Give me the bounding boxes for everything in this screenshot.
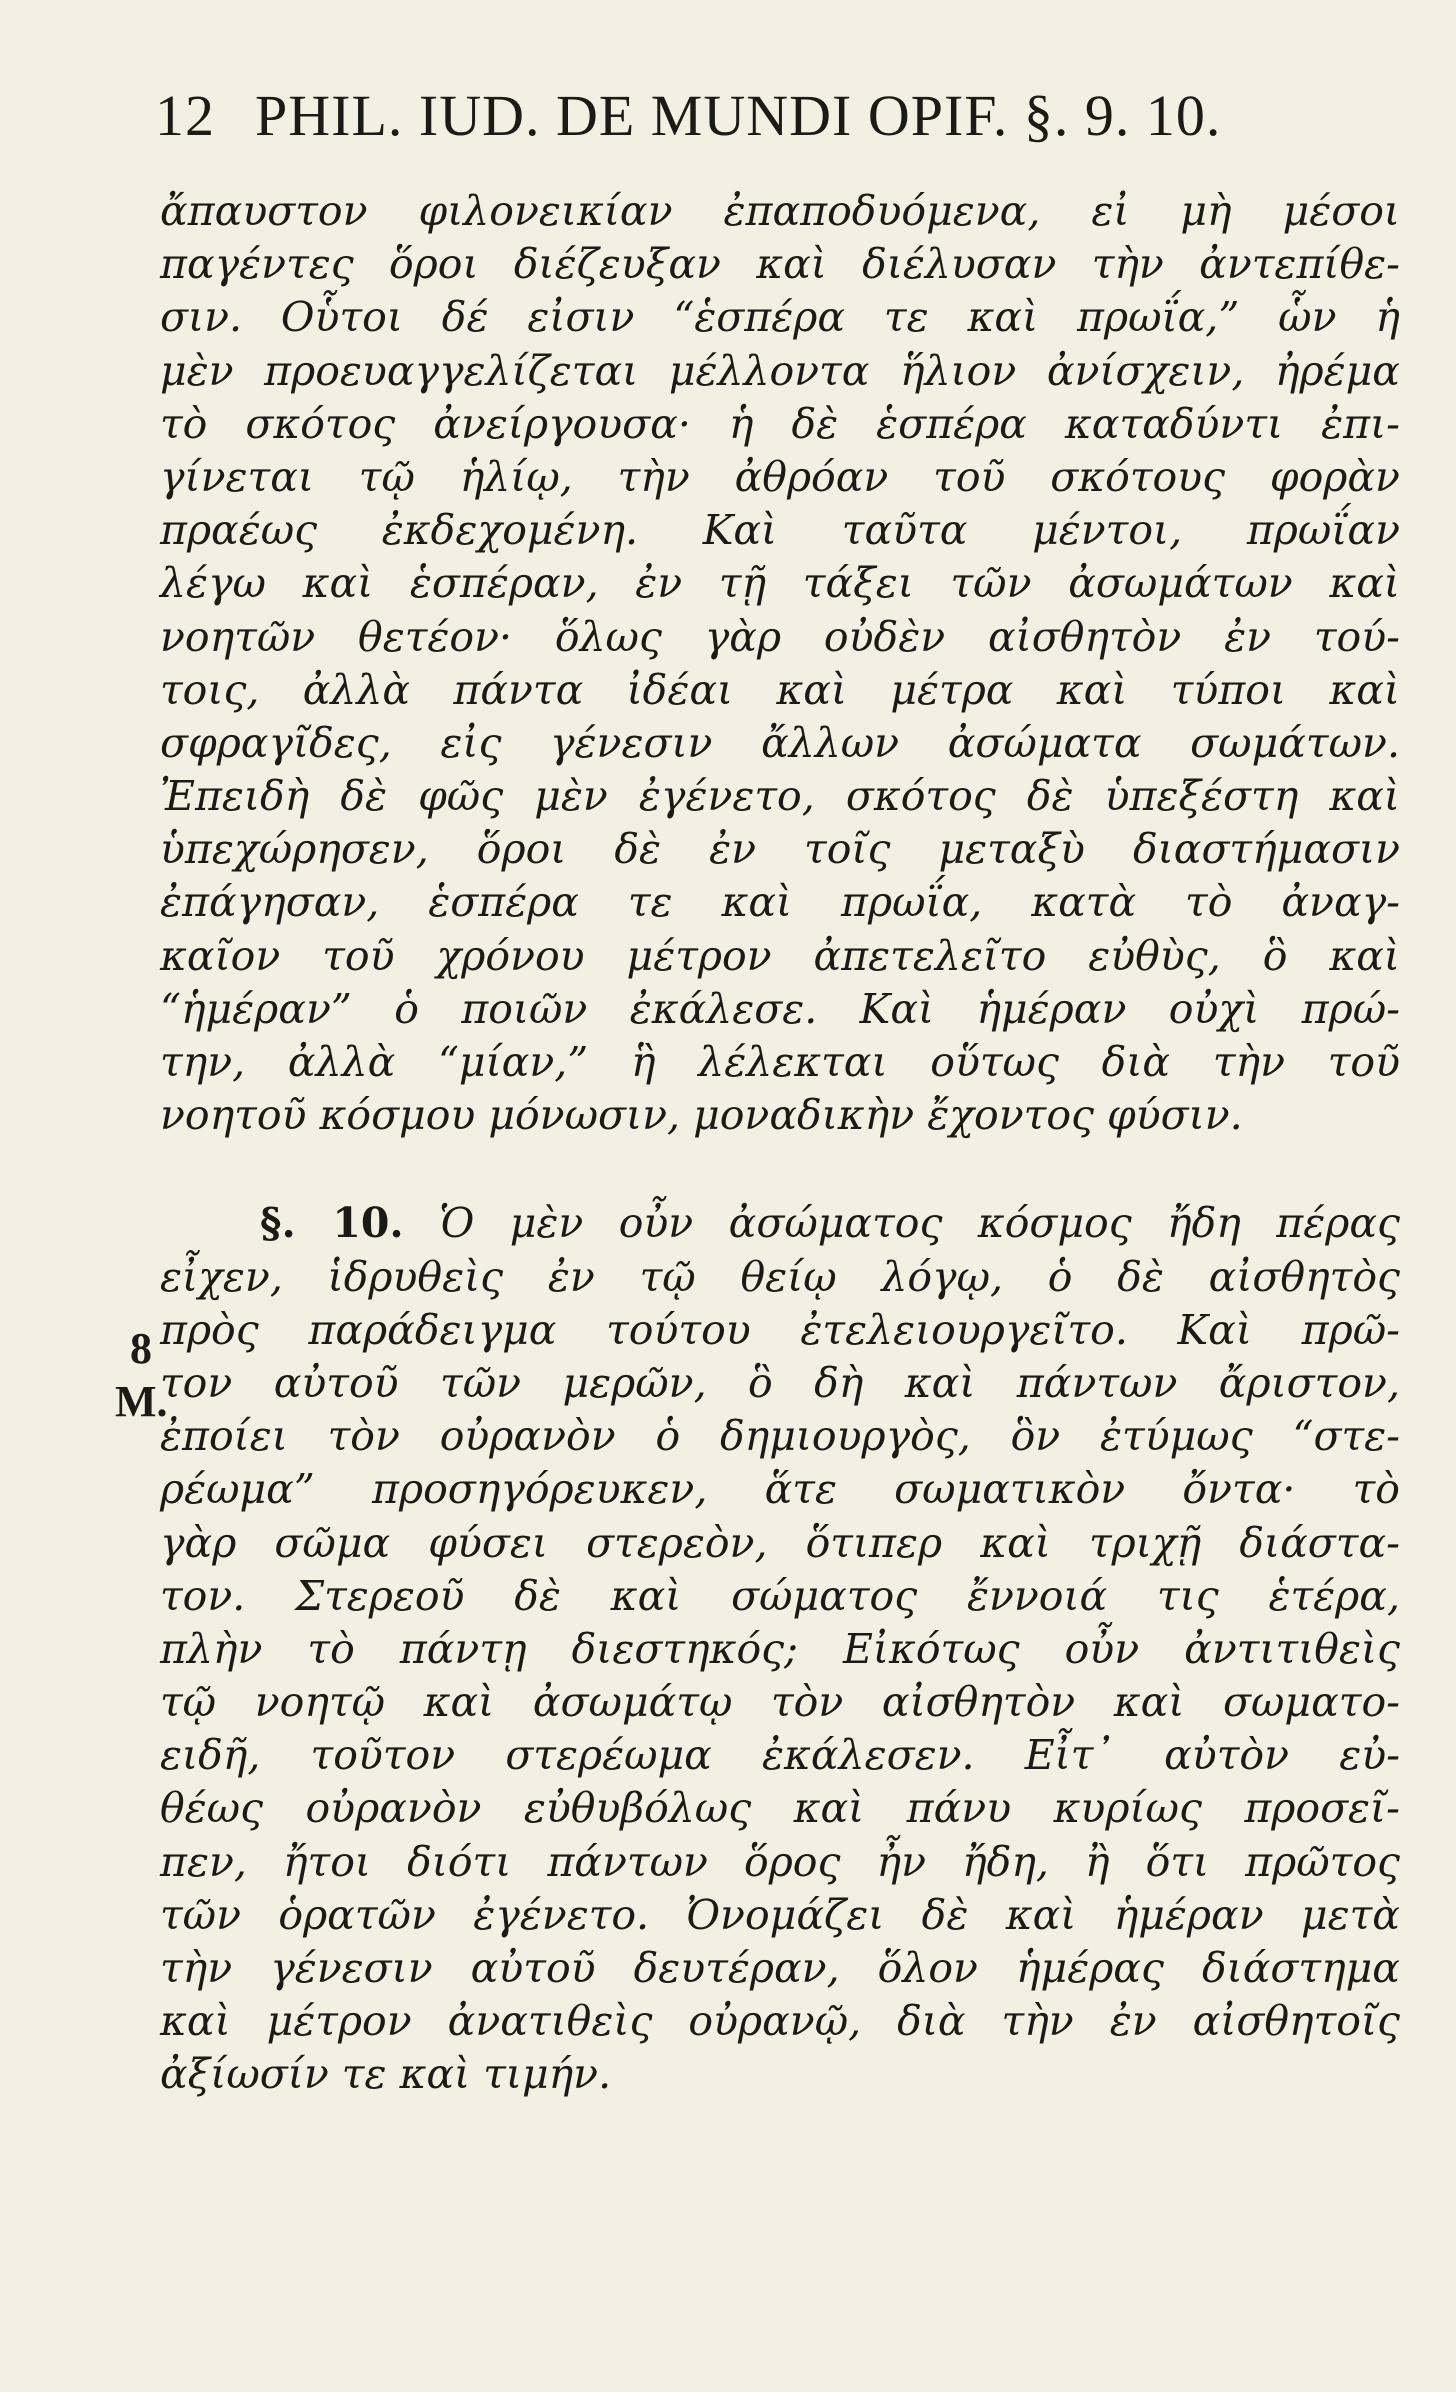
- text-line: “ἡμέραν” ὁ ποιῶν ἐκάλεσε. Καὶ ἡμέραν οὐχὶ πρώ-: [160, 984, 1400, 1033]
- margin-note-m: M.: [115, 1377, 168, 1426]
- text-line: εἶχεν, ἱδρυθεὶς ἐν τῷ θείῳ λόγῳ, ὁ δὲ αἰσθητὸς: [160, 1252, 1400, 1301]
- section-opening: Ὁ μὲν οὖν ἀσώματος κόσμος ἤδη πέρας: [439, 1199, 1400, 1248]
- running-title: PHIL. IUD. DE MUNDI OPIF. §. 9. 10.: [255, 83, 1222, 148]
- text-line: πραέως ἐκδεχομένη. Καὶ ταῦτα μέντοι, πρωΐαν: [160, 506, 1400, 555]
- paragraph-2: [160, 1197, 1400, 2101]
- text-line: καὶ μέτρον ἀνατιθεὶς οὐρανῷ, διὰ τὴν ἐν αἰσθητοῖς: [160, 1997, 1400, 2046]
- text-line: τον αὐτοῦ τῶν μερῶν, ὃ δὴ καὶ πάντων ἄριστον,: [160, 1358, 1400, 1407]
- text-line: πρὸς παράδειγμα τούτου ἐτελειουργεῖτο. Καὶ πρῶ-: [160, 1305, 1400, 1354]
- text-line: τοις, ἀλλὰ πάντα ἰδέαι καὶ μέτρα καὶ τύποι καὶ: [160, 665, 1400, 714]
- section-first-line: [160, 1197, 1400, 1250]
- text-line: καῖον τοῦ χρόνου μέτρον ἀπετελεῖτο εὐθὺς, ὃ καὶ: [160, 931, 1400, 980]
- text-line: γίνεται τῷ ἡλίῳ, τὴν ἀθρόαν τοῦ σκότους φορὰν: [160, 452, 1400, 501]
- text-line: ἀξίωσίν τε καὶ τιμήν.: [160, 2050, 612, 2099]
- text-line: ρέωμα” προσηγόρευκεν, ἅτε σωματικὸν ὄντα· τὸ: [160, 1465, 1400, 1514]
- section-label: §. 10.: [260, 1199, 404, 1248]
- text-line: ἐποίει τὸν οὐρανὸν ὁ δημιουργὸς, ὃν ἐτύμως “στε-: [160, 1412, 1400, 1461]
- running-header: [155, 82, 1335, 149]
- main-text: [160, 185, 1400, 2102]
- text-line: τῷ νοητῷ καὶ ἀσωμάτῳ τὸν αἰσθητὸν καὶ σωματο-: [160, 1678, 1400, 1727]
- text-line: νοητῶν θετέον· ὅλως γὰρ οὐδὲν αἰσθητὸν ἐν τού-: [160, 612, 1400, 661]
- text-line: σφραγῖδες, εἰς γένεσιν ἄλλων ἀσώματα σωμάτων.: [160, 718, 1400, 767]
- text-line: πλὴν τὸ πάντῃ διεστηκός; Εἰκότως οὖν ἀντιτιθεὶς: [160, 1624, 1400, 1673]
- text-line: ἐπάγησαν, ἑσπέρα τε καὶ πρωΐα, κατὰ τὸ ἀναγ-: [160, 878, 1400, 927]
- text-line: τὴν γένεσιν αὐτοῦ δευτέραν, ὅλον ἡμέρας διάστημα: [160, 1944, 1400, 1992]
- text-line: ειδῆ, τοῦτον στερέωμα ἐκάλεσεν. Εἶτ᾽ αὐτὸν εὐ-: [160, 1731, 1400, 1780]
- paragraph-1: [160, 185, 1400, 1142]
- text-line: παγέντες ὅροι διέζευξαν καὶ διέλυσαν τὴν ἀντεπίθε-: [160, 240, 1400, 289]
- text-line: πεν, ἤτοι διότι πάντων ὅρος ἦν ἤδη, ἢ ὅτι πρῶτος: [160, 1837, 1400, 1886]
- text-line: τῶν ὁρατῶν ἐγένετο. Ὀνομάζει δὲ καὶ ἡμέραν μετὰ: [160, 1890, 1400, 1939]
- text-line: ὑπεχώρησεν, ὅροι δὲ ἐν τοῖς μεταξὺ διαστήμασιν: [160, 825, 1400, 874]
- page-number: 12: [155, 83, 215, 148]
- text-line: ἄπαυστον φιλονεικίαν ἐπαποδυόμενα, εἰ μὴ μέσοι: [160, 187, 1400, 235]
- text-line: νοητοῦ κόσμου μόνωσιν, μοναδικὴν ἔχοντος φύσιν.: [160, 1091, 1243, 1140]
- paragraph-gap: [160, 1142, 1400, 1197]
- text-line: γὰρ σῶμα φύσει στερεὸν, ὅτιπερ καὶ τριχῇ διάστα-: [160, 1518, 1400, 1567]
- text-line: τὸ σκότος ἀνείργουσα· ἡ δὲ ἑσπέρα καταδύντι ἐπι-: [160, 399, 1400, 448]
- text-line: την, ἀλλὰ “μίαν,” ἣ λέλεκται οὕτως διὰ τὴν τοῦ: [160, 1038, 1400, 1086]
- text-line: θέως οὐρανὸν εὐθυβόλως καὶ πάνυ κυρίως προσεῖ-: [160, 1784, 1400, 1833]
- text-line: σιν. Οὗτοι δέ εἰσιν “ἑσπέρα τε καὶ πρωΐα,” ὧν ἡ: [160, 293, 1400, 342]
- margin-note-8: 8: [130, 1324, 152, 1373]
- text-line: μὲν προευαγγελίζεται μέλλοντα ἥλιον ἀνίσχειν, ἠρέμα: [160, 346, 1400, 395]
- text-line: τον. Στερεοῦ δὲ καὶ σώματος ἔννοιά τις ἑτέρα,: [160, 1571, 1400, 1620]
- text-line: λέγω καὶ ἑσπέραν, ἐν τῇ τάξει τῶν ἀσωμάτων καὶ: [160, 559, 1400, 608]
- text-line: Ἐπειδὴ δὲ φῶς μὲν ἐγένετο, σκότος δὲ ὑπεξέστη καὶ: [160, 772, 1400, 821]
